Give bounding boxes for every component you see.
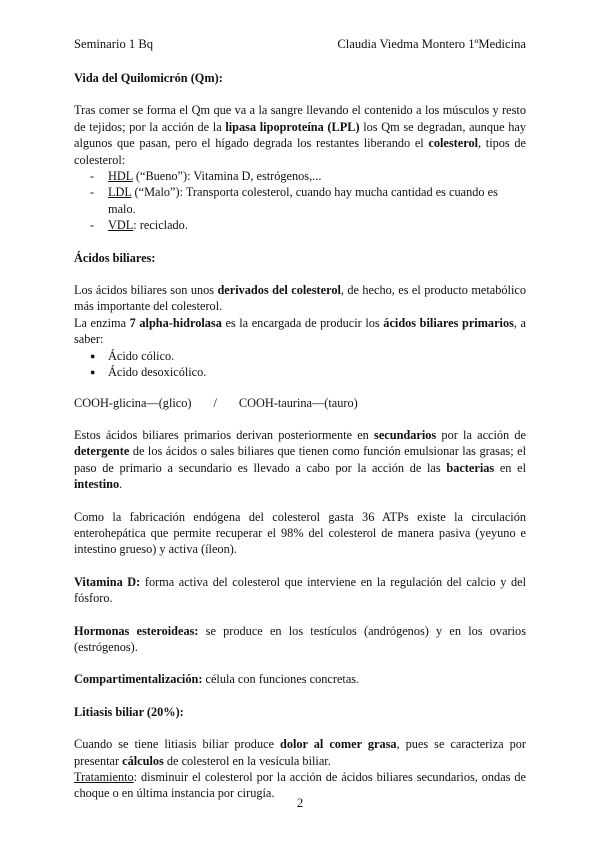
paragraph-vitamina-d: Vitamina D: forma activa del colesterol que interviene en la regulación del calcio y del fósforo. xyxy=(74,574,526,606)
list-item: - HDL (“Bueno”): Vitamina D, estrógenos,... xyxy=(90,168,526,184)
paragraph-acidos-derivados: Los ácidos biliares son unos derivados del colesterol, de hecho, es el producto metabólico más importante del colesterol. xyxy=(74,283,526,314)
list-item: ● Ácido cólico. xyxy=(90,348,526,364)
paragraph-enzima: La enzima 7 alpha-hidrolasa es la encargada de producir los ácidos biliares primarios, a saber: xyxy=(74,315,527,347)
paragraph-tratamiento: Tratamiento: disminuir el colesterol por la acción de ácidos biliares secundarios, ondas de choque o en última instancia por cirugía. xyxy=(74,770,526,801)
primary-acids-list xyxy=(74,348,526,381)
paragraph-circulacion: Como la fabricación endógena del colesterol gasta 36 ATPs existe la circulación enterohepática que permite recuperar el 98% del colesterol de manera pasiva (yeyuno e intestino grueso) y activa (íleon). xyxy=(74,509,526,557)
list-item: ● Ácido desoxicólico. xyxy=(90,364,526,380)
conjugation-formula: COOH-glicina—(glico) / COOH-taurina—(tauro) xyxy=(74,395,358,410)
header-right: Claudia Viedma Montero 1ºMedicina xyxy=(337,37,526,51)
header-left: Seminario 1 Bq xyxy=(74,37,154,51)
list-item: - LDL (“Malo”): Transporta colesterol, cuando hay mucha cantidad es cuando es malo. xyxy=(90,184,526,217)
paragraph-secundarios: Estos ácidos biliares primarios derivan posteriormente en secundarios por la acción de detergente de los ácidos o sales biliares que tienen como función emulsionar las grasas; el paso de primario a secundario es llevado a cabo por la acción de las bacterias en el intestino. xyxy=(74,427,527,492)
section-title-quilomicron: Vida del Quilomicrón (Qm): xyxy=(74,71,223,85)
section-title-litiasis: Litiasis biliar (20%): xyxy=(74,704,184,719)
paragraph-litiasis: Cuando se tiene litiasis biliar produce dolor al comer grasa, pues se caracteriza por presentar cálculos de colesterol en la vesícula biliar. xyxy=(74,737,526,768)
document-body xyxy=(74,70,526,802)
paragraph-quilomicron: Tras comer se forma el Qm que va a la sangre llevando el contenido a los músculos y resto de tejidos; por la acción de la lipasa lipoproteína (LPL) los Qm se degradan, aunque hay algunos que pasan, pero el hígado degrada los restantes liberando el colesterol, tipos de colesterol: xyxy=(74,103,527,167)
cholesterol-types-list xyxy=(74,168,526,234)
paragraph-compartimentalizacion: Compartimentalización: célula con funciones concretas. xyxy=(74,672,360,687)
section-title-acidos-biliares: Ácidos biliares: xyxy=(74,250,156,265)
page-number: 2 xyxy=(296,796,304,810)
list-item: - VDL: reciclado. xyxy=(90,217,526,233)
paragraph-hormonas: Hormonas esteroideas: se produce en los testículos (andrógenos) y en los ovarios (estrógenos). xyxy=(74,623,526,654)
